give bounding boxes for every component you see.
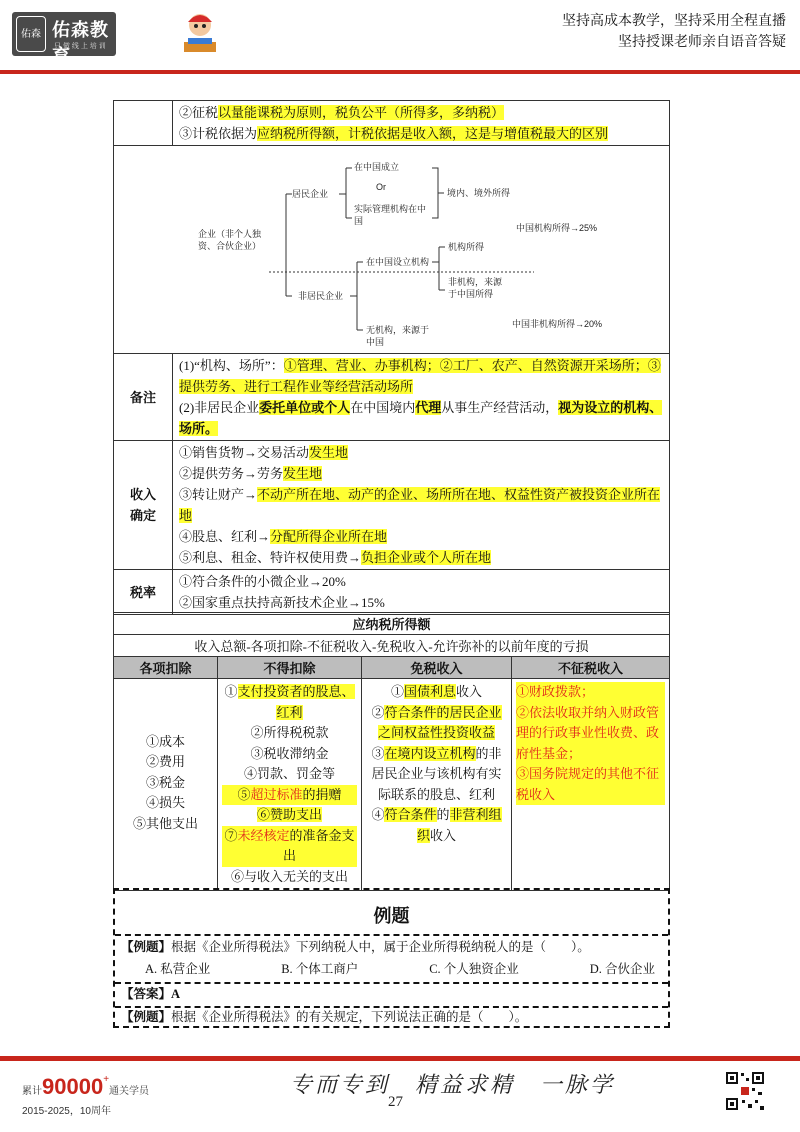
ex-3-num: ③ [371,745,385,761]
tax-summary-table [113,100,670,615]
nt-3: ③国务院规定的其他不征税收入 [516,764,665,805]
question-2-tag: 【例题】 [121,1010,172,1024]
question-1-options [145,960,655,978]
remark-2-c: 在中国境内 [350,400,416,415]
option-c: C. 个人独资企业 [429,962,519,976]
income-cell [173,441,670,570]
nondeductible-column [218,679,362,891]
option-b: B. 个体工商户 [281,962,359,976]
header-nontaxable: 不征税收入 [512,657,670,679]
deduction-item: ④损失 [145,795,185,811]
principles-cell [173,101,670,146]
logo-subtext: 只 做 线 上 培 训 [54,43,106,50]
nd-1-num: ① [224,684,238,699]
examples-box [113,888,670,1028]
income-label-2: 确定 [129,508,156,523]
deduction-item: ①成本 [145,733,185,749]
count-suffix: 通关学员 [109,1086,150,1097]
learner-count [22,1074,149,1117]
ex-4-mid: 的 [436,807,450,822]
nt-2: ②依法收取并纳入财政管理的行政事业性收费、政府性基金； [516,703,665,765]
examples-divider [115,982,668,984]
diagram-nonresident: 非居民企业 [298,291,344,301]
ex-3-hl: 在境内设立机构 [384,745,476,761]
logo-text: 佑森教育 [52,20,109,66]
nd-5-red: 超过标准 [250,786,303,802]
deduction-item: ③税金 [145,774,185,790]
taxable-formula: 收入总额-各项扣除-不征税收入-免税收入-允许弥补的以前年度的亏损 [114,635,670,657]
tax-rate-cell [173,570,670,615]
page-number: 27 [388,1094,403,1110]
remarks-label: 备注 [114,354,173,441]
header-divider [0,70,800,74]
deduction-item: ⑤其他支出 [132,815,198,831]
diagram-income-world: 境内、境外所得 [447,188,511,198]
remark-2-d: 代理 [415,400,442,415]
diagram-has-est: 在中国设立机构 [366,257,430,267]
answer-1-tag: 【答案】 [121,987,172,1001]
header-nondeductible: 不得扣除 [218,657,362,679]
ex-1-hl: 国债利息 [403,684,456,699]
nd-7: 的准备金支出 [282,827,355,863]
ex-2: 的居民企业之间权益性投资收益 [377,704,502,740]
ex-3: 的非居民企业与该机构有实际联系的股息、红利 [371,745,502,802]
taxpayer-diagram [114,146,670,354]
diagram-actual-mgmt: 实际管理机构在中国 [354,204,427,226]
principle-3-text: 应纳税所得额，计税依据是收入额，这是与增值税最大的区别 [257,126,609,141]
income-rule-3-hl: 不动产所在地、动产的企业、场所所在地、权益性资产被投资企业所在地 [179,487,661,523]
ex-1-num: ① [390,684,404,699]
answer-1-value: A [171,987,181,1001]
deductions-column [114,679,218,891]
header-deductions: 各项扣除 [114,657,218,679]
count-plus: + [103,1074,110,1085]
income-rule-1: ①销售货物→交易活动 [179,445,310,460]
nd-2: ②所得税税款 [250,725,329,740]
mascot-icon [180,8,220,56]
ex-1: 收入 [456,684,483,699]
income-label [114,441,173,570]
option-a: A. 私营企业 [145,962,211,976]
slogan-line-2: 坚持授课老师亲自语音答疑 [618,33,786,49]
ex-4-hl: 符合条件 [384,807,437,822]
tax-rate-label: 税率 [114,570,173,615]
taxable-income-table [113,612,670,891]
logo-seal: 佑森 [16,16,46,52]
nt-1: ①财政拨款； [516,682,665,703]
ex-4-hl2: 非营利组织 [416,807,502,843]
ex-2-num: ② [371,704,385,720]
diagram-resident: 居民企业 [292,189,329,199]
count-label: 累计 [22,1086,42,1097]
principle-3-prefix: ③计税依据为 [179,126,258,141]
income-rule-2-hl: 发生地 [283,466,323,481]
income-rule-4-hl: 分配所得企业所在地 [270,529,388,544]
footer-motto: 专而专到 精益求精 一脉学 [290,1073,616,1098]
qr-code-icon [724,1070,766,1112]
examples-divider [115,934,668,936]
header-exempt: 免税收入 [362,657,512,679]
income-label-1: 收入 [129,487,156,502]
diagram-inst-income: 机构所得 [448,242,485,252]
tax-rate-1: ①符合条件的小微企业→20% [179,574,346,589]
income-rule-1-hl: 发生地 [309,445,349,460]
nd-8: ⑥与收入无关的支出 [230,868,348,884]
diagram-rate-inst: 中国机构所得→25% [516,223,598,233]
slogan-line-1: 坚持高成本教学，坚持采用全程直播 [562,12,786,28]
question-2 [121,1008,527,1026]
header-slogan [562,10,786,52]
remark-2-b: 委托单位或个人 [259,400,351,415]
exempt-column [362,679,512,891]
income-rule-5-hl: 负担企业或个人所在地 [361,550,492,565]
ex-2-hl: 符合条件 [384,704,437,720]
page-header [0,0,800,64]
option-d: D. 合伙企业 [589,962,655,976]
remark-2-e: 从事生产经营活动， [441,400,559,415]
diagram-or: Or [376,182,386,192]
nd-7-red: 未经核定 [237,827,290,843]
question-1-tag: 【例题】 [121,940,172,954]
nd-4: ④罚款、罚金等 [243,766,335,781]
diagram-rate-noninst: 中国非机构所得→20% [512,319,603,329]
remarks-cell [173,354,670,441]
diagram-enterprise: 企业（非个人独资、合伙企业） [198,229,262,251]
answer-1 [121,985,180,1003]
nontaxable-column [512,679,670,891]
question-1 [121,938,590,956]
nd-5-num: ⑤ [237,786,251,802]
deduction-item: ②费用 [145,754,185,770]
income-rule-2: ②提供劳务→劳务 [179,466,284,481]
nd-3: ③税收滞纳金 [250,745,329,761]
diagram-non-inst: 非机构，来源于中国所得 [448,277,503,299]
question-2-text: 根据《企业所得税法》的有关规定，下列说法正确的是（ ）。 [171,1010,528,1024]
principles-label-cell [114,101,173,146]
remark-2-a: (2)非居民企业 [179,400,260,415]
footer-divider [0,1056,800,1061]
ex-4: 收入 [430,827,457,843]
nd-6: ⑥赞助支出 [256,807,322,822]
nd-5: 的捐赠 [302,786,342,802]
remark-1-text: ①管理、营业、办事机构；②工厂、农产、自然资源开采场所；③提供劳务、进行工程作业等经营活动场所 [179,358,661,394]
principle-2-prefix: ②征税 [179,105,219,120]
years-text: 2015-2025，10周年 [22,1106,111,1117]
nd-7-num: ⑦ [224,827,238,843]
principle-2-text: 以量能课税为原则，税负公平（所得多，多纳税） [218,105,505,120]
ex-4-num: ④ [371,807,385,822]
remark-1-prefix: (1)“机构、场所”： [179,358,284,373]
diagram-est-china: 在中国成立 [354,162,400,172]
income-rule-3: ③转让财产→ [179,487,258,502]
taxable-title: 应纳税所得额 [114,613,670,635]
nd-1: 支付投资者的股息、红利 [237,684,355,720]
income-rule-5: ⑤利息、租金、特许权使用费→ [179,550,362,565]
brand-logo [12,12,116,66]
examples-title: 例题 [373,906,410,926]
question-1-text: 根据《企业所得税法》下列纳税人中，属于企业所得税纳税人的是（ ）。 [171,940,590,954]
income-rule-4: ④股息、红利→ [179,529,271,544]
count-value: 90000 [42,1074,104,1099]
tax-rate-2: ②国家重点扶持高新技术企业→15% [179,595,385,610]
remark-2-f: 视为设立的机构、场所。 [179,400,663,436]
diagram-no-est: 无机构，来源于中国 [366,325,430,347]
